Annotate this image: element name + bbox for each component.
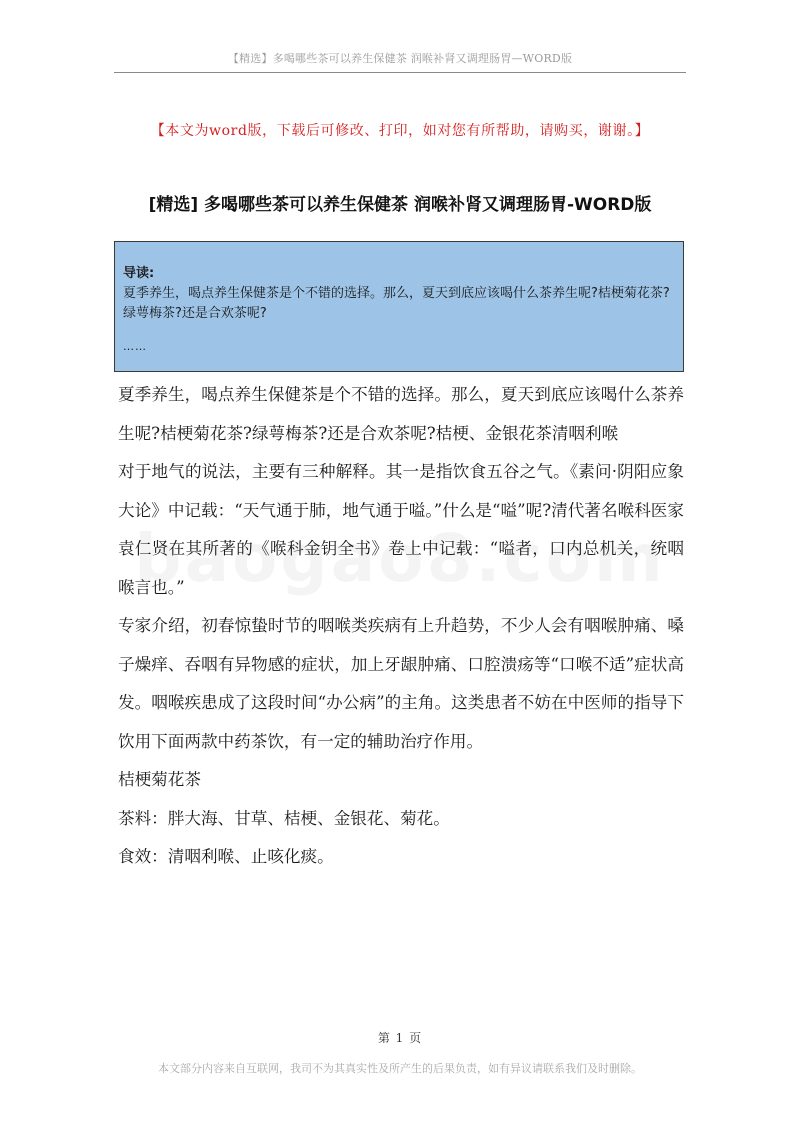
guide-ellipsis: …… — [123, 340, 147, 353]
guide-box — [114, 241, 684, 372]
guide-body: 夏季养生，喝点养生保健茶是个不错的选择。那么，夏天到底应该喝什么茶养生呢?桔梗菊花茶?绿萼梅茶?还是合欢茶呢? — [123, 286, 670, 321]
running-header: 【精选】多喝哪些茶可以养生保健茶 润喉补肾又调理肠胃—WORD版 — [227, 52, 573, 65]
paragraph: 食效：清咽利喉、止咳化痰。 — [118, 847, 334, 866]
page-number: 第 1 页 — [377, 1031, 423, 1045]
header-divider — [114, 72, 686, 73]
paragraph: 夏季养生，喝点养生保健茶是个不错的选择。那么，夏天到底应该喝什么茶养生呢?桔梗菊花茶?绿萼梅茶?还是合欢茶呢?桔梗、金银花茶清咽利喉 — [118, 385, 684, 443]
section-heading: 桔梗菊花茶 — [118, 770, 201, 789]
footer-disclaimer: 本文部分内容来自互联网，我司不为其真实性及所产生的后果负责，如有异议请联系我们及时删除。 — [158, 1062, 642, 1075]
guide-label: 导读: — [123, 266, 155, 281]
article-body — [118, 376, 684, 877]
paragraph: 茶料：胖大海、甘草、桔梗、金银花、菊花。 — [118, 808, 450, 828]
paragraph: 对于地气的说法，主要有三种解释。其一是指饮食五谷之气。《素问·阴阳应象大论》中记载：“天气通于肺，地气通于嗌。”什么是“嗌”呢?清代著名喉科医家袁仁贤在其所著的《喉科金钥全书》卷上中记载：“嗌者，口内总机关，统咽喉言也。” — [118, 462, 684, 597]
paragraph: 专家介绍，初春惊蛰时节的咽喉类疾病有上升趋势，不少人会有咽喉肿痛、嗓子燥痒、吞咽有异物感的症状，加上牙龈肿痛、口腔溃疡等“口喉不适”症状高发。咽喉疾患成了这段时间“办公病”的主角。这类患者不妨在中医师的指导下饮用下面两款中药茶饮，有一定的辅助治疗作用。 — [118, 616, 684, 751]
document-title: [精选] 多喝哪些茶可以养生保健茶 润喉补肾又调理肠胃-WORD版 — [148, 195, 652, 215]
download-notice: 【本文为word版，下载后可修改、打印，如对您有所帮助，请购买，谢谢。】 — [150, 123, 650, 139]
